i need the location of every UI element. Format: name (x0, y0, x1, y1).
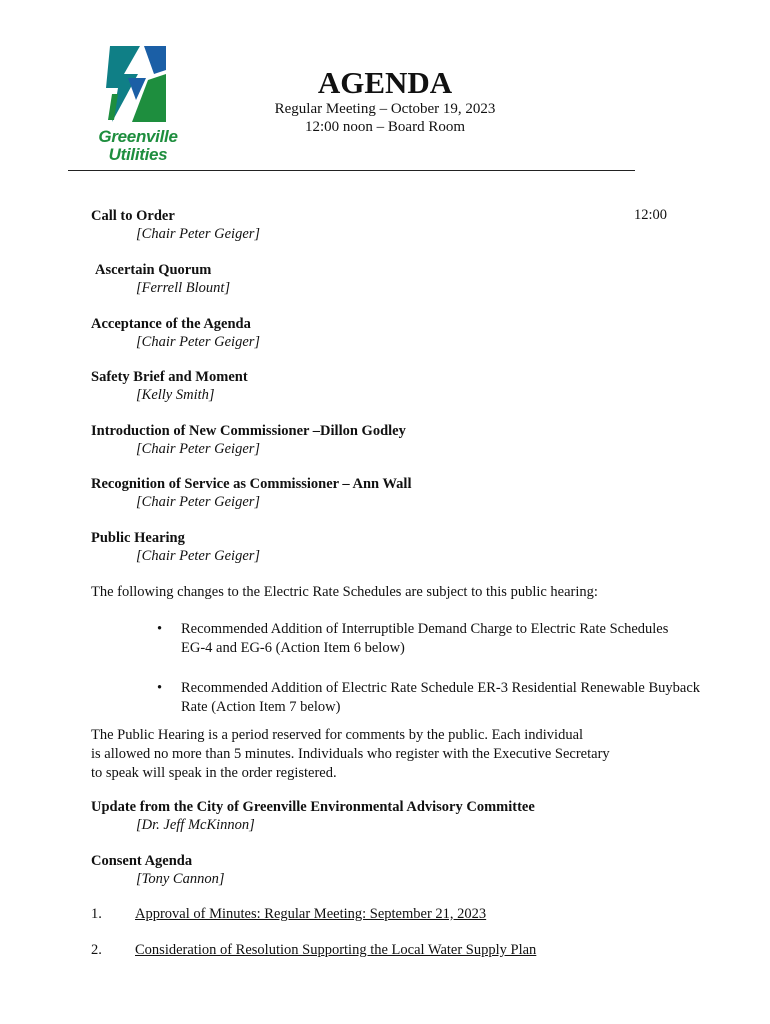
consent-item-number: 2. (91, 942, 102, 958)
list-item (91, 620, 731, 658)
header-divider (68, 170, 635, 171)
logo-line-greenville: Greenville (98, 127, 178, 146)
agenda-item-heading: Public Hearing (91, 530, 185, 546)
agenda-item-heading: Call to Order (91, 208, 175, 224)
lightning-water-emblem-icon (88, 44, 188, 128)
agenda-item-presenter: [Chair Peter Geiger] (136, 494, 261, 510)
hearing-note-line: is allowed no more than 5 minutes. Individuals who register with the Executive Secretary (91, 746, 610, 762)
agenda-item-heading: Ascertain Quorum (95, 262, 212, 278)
bullet-text-line: Recommended Addition of Electric Rate Schedule ER-3 Residential Renewable Buyback (181, 680, 701, 696)
agenda-item-call-to-order (91, 207, 260, 243)
agenda-item-recognition (91, 475, 411, 511)
agenda-item-presenter: [Kelly Smith] (136, 387, 215, 403)
agenda-item-presenter: [Ferrell Blount] (136, 280, 231, 296)
consent-item-link[interactable]: Consideration of Resolution Supporting the Local Water Supply Plan (135, 942, 537, 958)
agenda-item-quorum (95, 261, 230, 297)
agenda-item-presenter: [Chair Peter Geiger] (136, 548, 261, 564)
page-title: AGENDA (317, 65, 453, 100)
agenda-item-introduction (91, 422, 406, 458)
agenda-item-presenter: [Chair Peter Geiger] (136, 441, 261, 457)
consent-item-1 (91, 906, 486, 923)
agenda-item-presenter: [Chair Peter Geiger] (136, 334, 261, 350)
hearing-note-line: The Public Hearing is a period reserved for comments by the public. Each individual (91, 727, 584, 743)
bullet-text-line: Recommended Addition of Interruptible Demand Charge to Electric Rate Schedules (181, 621, 669, 637)
agenda-item-presenter: [Tony Cannon] (136, 871, 225, 887)
agenda-item-heading: Consent Agenda (91, 853, 193, 869)
agenda-item-heading: Update from the City of Greenville Environmental Advisory Committee (91, 799, 535, 815)
agenda-header (190, 66, 580, 136)
agenda-item-public-hearing (91, 529, 260, 565)
logo-line-utilities: Utilities (108, 145, 168, 164)
agenda-item-environmental-update (91, 798, 535, 834)
agenda-item-heading: Recognition of Service as Commissioner – Ann Wall (91, 476, 412, 492)
hearing-note (91, 726, 610, 783)
hearing-note-line: to speak will speak in the order registered. (91, 765, 337, 781)
hearing-intro: The following changes to the Electric Rate Schedules are subject to this public hearing: (91, 584, 598, 600)
agenda-item-heading: Safety Brief and Moment (91, 369, 248, 385)
agenda-item-heading: Acceptance of the Agenda (91, 316, 251, 332)
bullet-icon: • (157, 621, 163, 637)
bullet-text-line: EG-4 and EG-6 (Action Item 6 below) (181, 640, 405, 656)
bullet-icon: • (157, 680, 163, 696)
meeting-date: Regular Meeting – October 19, 2023 (274, 101, 496, 117)
start-time: 12:00 (634, 207, 668, 223)
agenda-item-consent-agenda (91, 852, 225, 888)
agenda-item-presenter: [Dr. Jeff McKinnon] (136, 817, 255, 833)
agenda-item-safety (91, 368, 248, 404)
hearing-bullet-list (91, 620, 731, 738)
meeting-time-location: 12:00 noon – Board Room (305, 119, 465, 135)
consent-item-2 (91, 942, 536, 959)
agenda-item-heading: Introduction of New Commissioner –Dillon Godley (91, 423, 406, 439)
agenda-item-acceptance (91, 315, 260, 351)
greenville-utilities-logo (88, 44, 188, 168)
consent-item-link[interactable]: Approval of Minutes: Regular Meeting: September 21, 2023 (135, 906, 487, 922)
agenda-item-presenter: [Chair Peter Geiger] (136, 226, 261, 242)
list-item (91, 679, 731, 717)
consent-item-number: 1. (91, 906, 102, 922)
bullet-text-line: Rate (Action Item 7 below) (181, 699, 341, 715)
